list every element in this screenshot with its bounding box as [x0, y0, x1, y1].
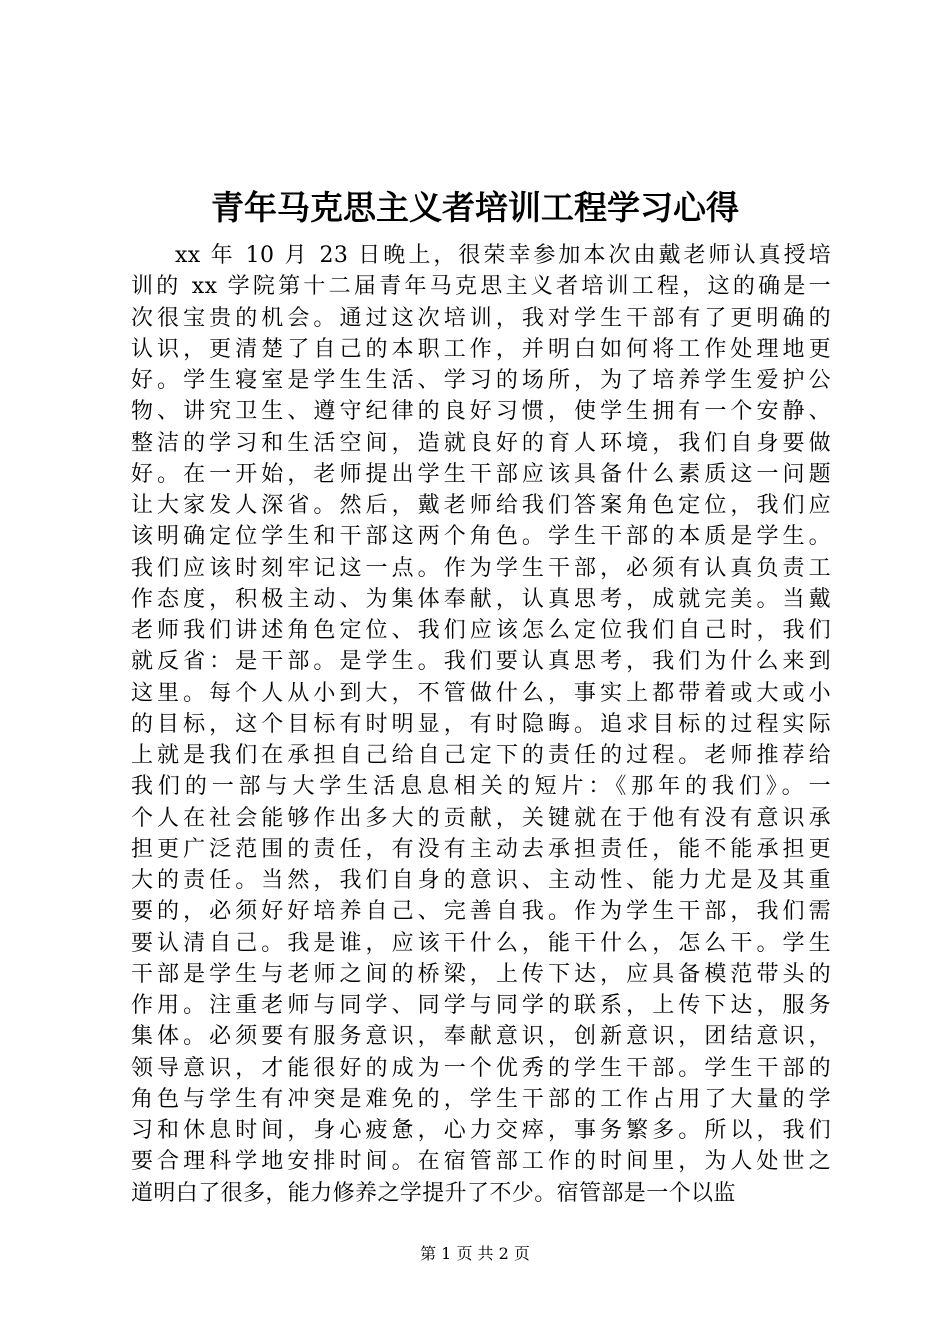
body-line: 好。在一开始，老师提出学生干部应该具备什么素质这一问题	[131, 461, 831, 487]
body-line: 该明确定位学生和干部这两个角色。学生干部的本质是学生。	[131, 524, 831, 550]
body-line: 要的，必须好好培养自己、完善自我。作为学生干部，我们需	[131, 899, 831, 925]
body-line: 让大家发人深省。然后，戴老师给我们答案角色定位，我们应	[131, 493, 831, 518]
document-title: 青年马克思主义者培训工程学习心得	[211, 188, 739, 227]
body-line: 好。学生寝室是学生生活、学习的场所，为了培养学生爱护公	[131, 368, 831, 393]
body-line: 物、讲究卫生、遵守纪律的良好习惯，使学生拥有一个安静、	[131, 399, 831, 425]
body-line: 习和休息时间，身心疲惫，心力交瘁，事务繁多。所以，我们	[131, 1118, 831, 1143]
body-line: 整洁的学习和生活空间，造就良好的育人环境，我们自身要做	[131, 430, 831, 456]
body-line: 我们的一部与大学生活息息相关的短片：《那年的我们》。一	[131, 774, 831, 800]
body-line: 个人在社会能够作出多大的贡献，关键就在于他有没有意识承	[131, 805, 831, 831]
body-line: 的目标，这个目标有时明显，有时隐晦。追求目标的过程实际	[131, 711, 831, 737]
body-line: 要合理科学地安排时间。在宿管部工作的时间里，为人处世之	[131, 1149, 831, 1175]
document-body	[131, 240, 831, 1209]
body-line: 集体。必须要有服务意识，奉献意识，创新意识，团结意识，	[131, 1024, 831, 1050]
body-line: 道明白了很多，能力修养之学提升了不少。宿管部是一个以监	[131, 1180, 736, 1206]
body-line: 作态度，积极主动、为集体奉献，认真思考，成就完美。当戴	[131, 586, 831, 612]
body-line: 我们应该时刻牢记这一点。作为学生干部，必须有认真负责工	[131, 555, 831, 581]
body-line: 认识，更清楚了自己的本职工作，并明白如何将工作处理地更	[131, 336, 831, 362]
body-line: 次很宝贵的机会。通过这次培训，我对学生干部有了更明确的	[131, 305, 831, 331]
body-line: xx 年 10 月 23 日晚上，很荣幸参加本次由戴老师认真授培	[175, 243, 831, 268]
body-line: 作用。注重老师与同学、同学与同学的联系，上传下达，服务	[131, 993, 831, 1018]
body-line: 上就是我们在承担自己给自己定下的责任的过程。老师推荐给	[131, 743, 831, 768]
body-line: 领导意识，才能很好的成为一个优秀的学生干部。学生干部的	[131, 1055, 831, 1081]
body-line: 这里。每个人从小到大，不管做什么，事实上都带着或大或小	[131, 680, 831, 706]
body-line: 老师我们讲述角色定位、我们应该怎么定位我们自己时，我们	[131, 618, 831, 643]
page-footer: 第 1 页 共 2 页	[420, 1244, 530, 1263]
body-line: 担更广泛范围的责任，有没有主动去承担责任，能不能承担更	[131, 836, 831, 862]
body-line: 大的责任。当然，我们自身的意识、主动性、能力尤是及其重	[131, 868, 831, 893]
body-line: 就反省：是干部。是学生。我们要认真思考，我们为什么来到	[131, 649, 831, 675]
body-line: 干部是学生与老师之间的桥梁，上传下达，应具备模范带头的	[131, 961, 831, 987]
body-line: 训的 xx 学院第十二届青年马克思主义者培训工程，这的确是一	[131, 274, 831, 300]
body-line: 角色与学生有冲突是难免的，学生干部的工作占用了大量的学	[131, 1086, 831, 1112]
body-line: 要认清自己。我是谁，应该干什么，能干什么，怎么干。学生	[131, 930, 831, 956]
